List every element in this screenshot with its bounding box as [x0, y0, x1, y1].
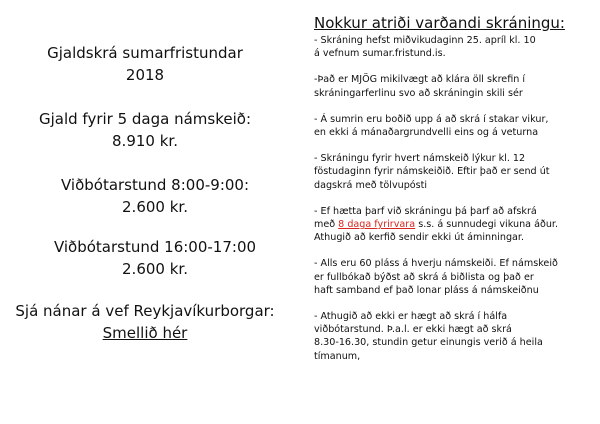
- note-item: [314, 310, 594, 363]
- note-text: með: [314, 219, 339, 231]
- click-here-link[interactable]: Smellið hér: [102, 324, 188, 342]
- note-line: dagskrá með tölvupósti: [314, 179, 428, 191]
- registration-notes: [314, 14, 594, 376]
- note-line: Athugið að kerfið sendir ekki út áminningar.: [314, 232, 525, 244]
- notice-period-highlight: 8 daga fyrirvara: [338, 219, 416, 231]
- note-line: viðbótarstund. Þ.a.l. er ekki hægt að skrá: [314, 324, 512, 336]
- note-line: föstudaginn fyrir námskeiðið. Eftir það er send út: [314, 166, 550, 178]
- note-line: skráningarferlinu svo að skráningin skili sér: [314, 87, 523, 99]
- course-fee-label: Gjald fyrir 5 daga námskeið:: [38, 110, 251, 128]
- note-item: [314, 152, 594, 192]
- course-fee-amount: 8.910 kr.: [112, 132, 178, 150]
- note-line: - Skráningu fyrir hvert námskeið lýkur kl. 12: [314, 153, 526, 165]
- note-line: á vefnum sumar.fristund.is.: [314, 48, 446, 60]
- note-line: [314, 218, 594, 231]
- note-item: [314, 34, 594, 60]
- more-info-text: Sjá nánar á vef Reykjavíkurborgar:: [15, 302, 275, 320]
- note-line: er fullbókað býðst að skrá á biðlista og það er: [314, 271, 534, 283]
- price-list-year: 2018: [125, 66, 165, 84]
- extra-morning-fee: [20, 174, 290, 218]
- course-fee: [10, 108, 280, 152]
- price-list-heading: [10, 42, 280, 86]
- note-line: - Alls eru 60 pláss á hverju námskeiði. Ef námskeið: [314, 258, 558, 270]
- note-line: - Á sumrin eru boðið upp á að skrá í stakar vikur,: [314, 113, 549, 125]
- note-line: - Skráning hefst miðvikudaginn 25. apríl kl. 10: [314, 35, 536, 46]
- note-item: [314, 113, 594, 139]
- note-item: [314, 205, 594, 245]
- note-line: 8.30-16.30, stundin getur einungis verið á heila: [314, 337, 543, 349]
- note-line: - Ef hætta þarf við skráningu þá þarf að afskrá: [314, 205, 537, 217]
- note-line: - Athugið að ekki er hægt að skrá í hálfa: [314, 311, 508, 323]
- extra-afternoon-amount: 2.600 kr.: [122, 260, 188, 278]
- extra-morning-label: Viðbótarstund 8:00-9:00:: [60, 176, 250, 194]
- extra-afternoon-fee: [20, 236, 290, 280]
- note-item: [314, 73, 594, 99]
- note-line: en ekki á mánaðargrundvelli eins og á veturna: [314, 127, 539, 139]
- note-line: haft samband ef það lonar pláss á námskeiðnu: [314, 284, 539, 296]
- extra-morning-amount: 2.600 kr.: [122, 198, 188, 216]
- price-list-title: Gjaldskrá sumarfristundar: [47, 44, 243, 62]
- extra-afternoon-label: Viðbótarstund 16:00-17:00: [53, 238, 257, 256]
- notes-title: Nokkur atriði varðandi skráningu:: [314, 14, 565, 32]
- note-item: [314, 257, 594, 297]
- note-text: s.s. á sunnudegi vikuna áður.: [415, 219, 559, 231]
- note-line: tímanum,: [314, 350, 361, 362]
- note-line: -Það er MJÖG mikilvægt að klára öll skrefin í: [314, 74, 526, 86]
- more-info: [10, 300, 280, 344]
